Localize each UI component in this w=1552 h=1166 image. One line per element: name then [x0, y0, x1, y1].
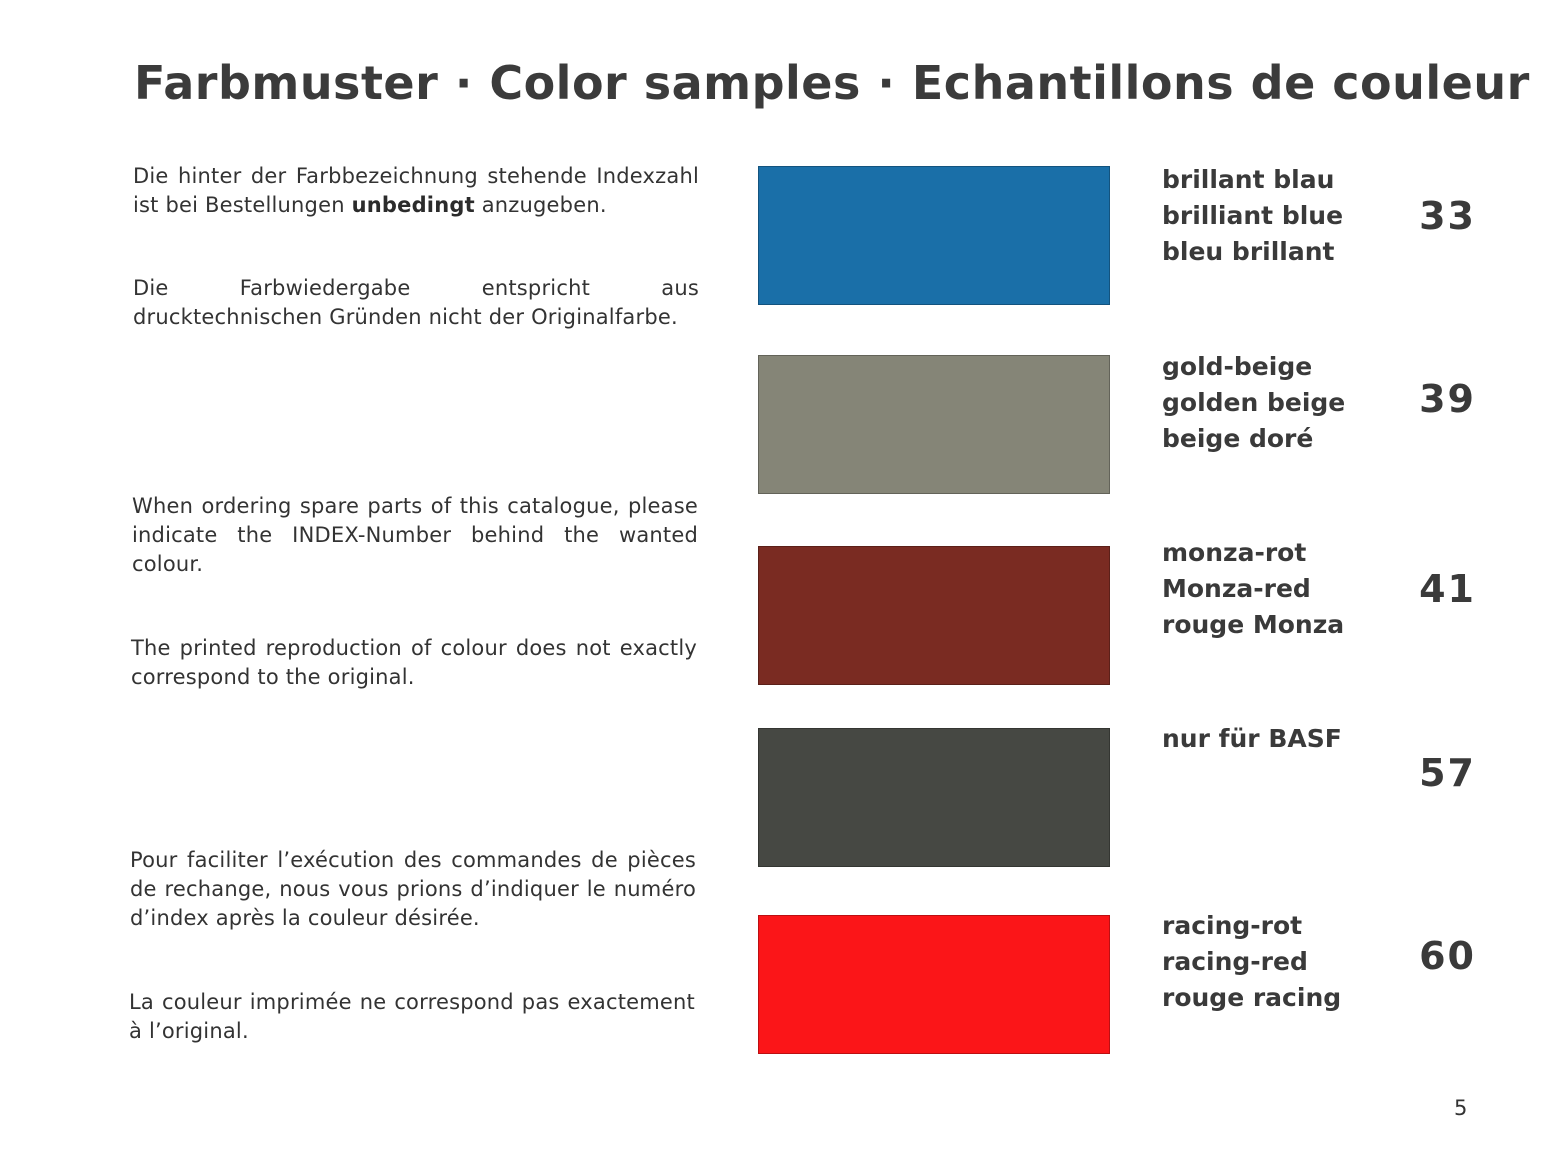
- color-index-number: 57: [1419, 751, 1476, 795]
- page-number: 5: [1454, 1096, 1468, 1120]
- emphasis-unbedingt: unbedingt: [351, 193, 475, 217]
- color-name-fr: rouge racing: [1162, 983, 1342, 1012]
- color-name-en: golden beige: [1162, 388, 1346, 417]
- color-name-de: nur für BASF: [1162, 724, 1342, 753]
- color-name-en: brilliant blue: [1162, 201, 1344, 230]
- color-name-de: racing-rot: [1162, 911, 1303, 940]
- color-index-number: 39: [1419, 377, 1476, 421]
- color-name-de: monza-rot: [1162, 538, 1307, 567]
- color-names-brilliant-blue: [1162, 162, 1392, 270]
- page-title: Farbmuster · Color samples · Echantillons de couleur: [134, 56, 1530, 110]
- color-name-fr: beige doré: [1162, 424, 1314, 453]
- color-swatch-golden-beige: [758, 355, 1110, 494]
- color-name-en: Monza-red: [1162, 574, 1311, 603]
- color-names-monza-red: [1162, 535, 1392, 643]
- color-name-en: racing-red: [1162, 947, 1308, 976]
- color-swatch-brilliant-blue: [758, 166, 1110, 305]
- english-color-disclaimer: The printed reproduction of colour does not exactly correspond to the original.: [131, 636, 697, 689]
- french-ordering-note: Pour faciliter l’exécution des commandes de pièces de rechange, nous vous prions d’indiquer le numéro d’index après la couleur désirée.: [130, 848, 696, 930]
- english-ordering-note: When ordering spare parts of this catalogue, please indicate the INDEX-Number behind the wanted colour.: [132, 494, 698, 576]
- color-names-basf: [1162, 721, 1392, 757]
- color-name-de: gold-beige: [1162, 352, 1313, 381]
- color-swatch-monza-red: [758, 546, 1110, 685]
- color-name-fr: bleu brillant: [1162, 237, 1335, 266]
- color-index-number: 60: [1419, 934, 1476, 978]
- german-ordering-note-end: anzugeben.: [474, 193, 607, 217]
- color-swatch-basf: [758, 728, 1110, 867]
- color-swatch-racing-red: [758, 915, 1110, 1054]
- french-color-disclaimer: La couleur imprimée ne correspond pas exactement à l’original.: [129, 990, 695, 1043]
- color-names-golden-beige: [1162, 349, 1392, 457]
- german-ordering-note: [133, 162, 699, 220]
- color-name-de: brillant blau: [1162, 165, 1335, 194]
- german-ordering-note-start: Die hinter der Farbbezeichnung stehende Indexzahl ist bei Bestellungen: [133, 164, 699, 217]
- german-color-disclaimer: Die Farbwiedergabe entspricht aus drucktechnischen Gründen nicht der Originalfarbe.: [133, 276, 699, 329]
- color-index-number: 41: [1419, 567, 1476, 611]
- color-name-fr: rouge Monza: [1162, 610, 1345, 639]
- color-index-number: 33: [1419, 194, 1476, 238]
- color-names-racing-red: [1162, 908, 1392, 1016]
